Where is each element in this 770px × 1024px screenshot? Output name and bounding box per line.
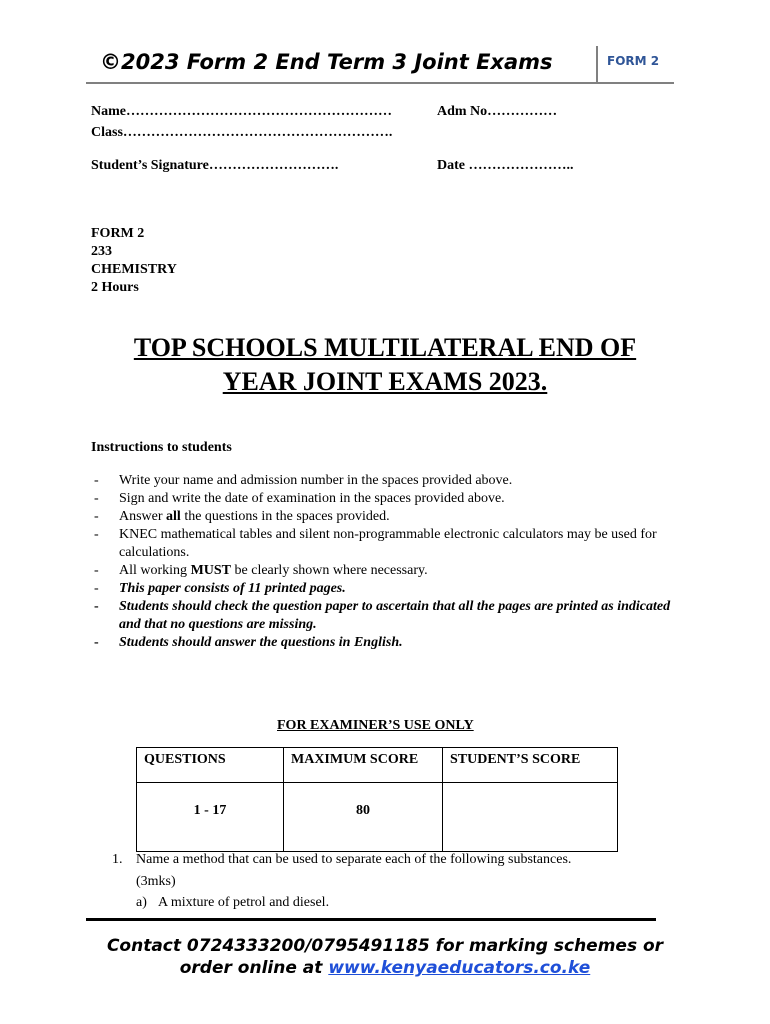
bullet-dash: - [94, 563, 99, 578]
signature-field: Student’s Signature………………………. [91, 158, 339, 173]
instruction-item: KNEC mathematical tables and silent non-programmable electronic calculators may be used for calculations. [119, 527, 657, 560]
header-max-score: MAXIMUM SCORE [291, 752, 419, 767]
website-link[interactable]: www.kenyaeducators.co.ke [328, 958, 591, 978]
name-field: Name………………………………………………… [91, 104, 392, 119]
subquestion-label: a) [136, 895, 147, 910]
table-header-cell [443, 748, 618, 783]
adm-no-field: Adm No…………… [437, 104, 558, 119]
question-text: Name a method that can be used to separate each of the following substances. [136, 852, 572, 867]
header-title: ©2023 Form 2 End Term 3 Joint Exams [100, 50, 553, 74]
instruction-text: All working [119, 563, 191, 578]
date-field: Date ………………….. [437, 158, 574, 173]
paper-duration: 2 Hours [91, 280, 139, 295]
header-form-tag: FORM 2 [607, 54, 660, 68]
exam-title [85, 331, 685, 399]
instruction-emphasis: all [166, 509, 181, 524]
table-header-row [137, 748, 618, 783]
subquestion-text: A mixture of petrol and diesel. [158, 895, 330, 910]
instruction-text: the questions in the spaces provided. [180, 509, 390, 524]
instruction-emphasis: MUST [190, 563, 232, 578]
exam-title-line1: TOP SCHOOLS MULTILATERAL END OF [133, 333, 637, 362]
cell-max-score: 80 [356, 803, 370, 818]
question-number: 1. [112, 852, 123, 867]
footer-order [0, 958, 770, 978]
paper-code: 233 [91, 244, 112, 259]
bullet-dash: - [94, 473, 99, 488]
table-header-cell [284, 748, 443, 783]
header-divider [596, 46, 598, 84]
instruction-item [119, 508, 689, 526]
table-row [137, 783, 618, 852]
table-header-cell [137, 748, 284, 783]
instruction-text: Answer [119, 509, 167, 524]
table-cell [284, 783, 443, 852]
header-student-score: STUDENT’S SCORE [450, 752, 581, 767]
header-rule [86, 82, 674, 84]
question-marks: (3mks) [136, 874, 176, 889]
table-cell [443, 783, 618, 852]
bullet-dash: - [94, 509, 99, 524]
table-cell [137, 783, 284, 852]
footer-order-text: order online at [179, 958, 329, 978]
instruction-item: Students should answer the questions in English. [119, 635, 403, 650]
instruction-text: be clearly shown where necessary. [231, 563, 428, 578]
cell-questions: 1 - 17 [193, 803, 227, 818]
instruction-item [119, 562, 689, 580]
paper-form: FORM 2 [91, 226, 145, 241]
class-field: Class…………………………………………………. [91, 125, 393, 140]
bullet-dash: - [94, 599, 99, 614]
instruction-item: Write your name and admission number in the spaces provided above. [119, 473, 513, 488]
footer-contact: Contact 0724333200/0795491185 for marking schemes or [106, 936, 664, 956]
examiner-heading: FOR EXAMINER’S USE ONLY [277, 718, 474, 733]
instruction-item: This paper consists of 11 printed pages. [119, 581, 346, 596]
bullet-dash: - [94, 581, 99, 596]
score-table [136, 747, 618, 852]
instruction-item: Students should check the question paper to ascertain that all the pages are printed as indicated and that no questions are missing. [119, 599, 671, 632]
header-questions: QUESTIONS [144, 752, 226, 767]
footer-rule [86, 918, 656, 921]
instructions-heading: Instructions to students [91, 440, 232, 455]
bullet-dash: - [94, 527, 99, 542]
exam-title-line2: YEAR JOINT EXAMS 2023. [222, 367, 548, 396]
paper-subject: CHEMISTRY [91, 262, 177, 277]
bullet-dash: - [94, 635, 99, 650]
cell-student-score [443, 783, 617, 803]
instruction-item: Sign and write the date of examination in the spaces provided above. [119, 491, 505, 506]
bullet-dash: - [94, 491, 99, 506]
